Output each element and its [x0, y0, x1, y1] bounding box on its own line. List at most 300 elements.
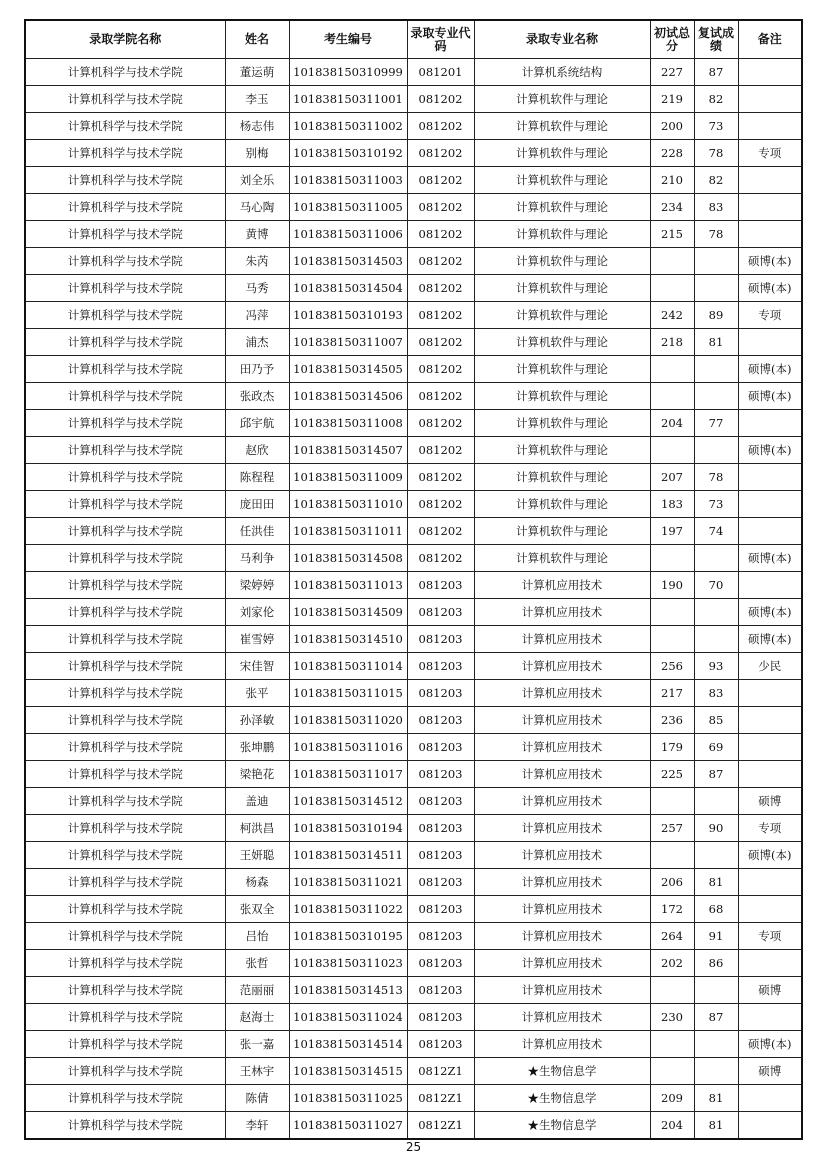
cell-initial-score: 209	[650, 1085, 694, 1112]
cell-major-name: 计算机软件与理论	[474, 410, 650, 437]
table-row	[25, 1058, 802, 1085]
cell-candidate-id: 101838150314508	[289, 545, 407, 572]
cell-remarks	[738, 113, 802, 140]
cell-initial-score: 179	[650, 734, 694, 761]
cell-retest-score	[694, 437, 738, 464]
cell-name: 黄博	[225, 221, 289, 248]
cell-remarks	[738, 950, 802, 977]
cell-major-name: 计算机应用技术	[474, 1004, 650, 1031]
table-row	[25, 140, 802, 167]
table-row	[25, 653, 802, 680]
cell-major-name: 计算机软件与理论	[474, 167, 650, 194]
cell-retest-score: 83	[694, 680, 738, 707]
cell-college: 计算机科学与技术学院	[25, 653, 225, 680]
table-row	[25, 761, 802, 788]
cell-remarks: 专项	[738, 302, 802, 329]
cell-major-code: 081201	[407, 59, 474, 86]
cell-retest-score: 78	[694, 464, 738, 491]
cell-name: 马利争	[225, 545, 289, 572]
cell-major-name: 计算机应用技术	[474, 815, 650, 842]
cell-name: 浦杰	[225, 329, 289, 356]
cell-candidate-id: 101838150311015	[289, 680, 407, 707]
cell-college: 计算机科学与技术学院	[25, 950, 225, 977]
header-retest-score: 复试成绩	[694, 20, 738, 59]
cell-candidate-id: 101838150310195	[289, 923, 407, 950]
cell-college: 计算机科学与技术学院	[25, 680, 225, 707]
cell-candidate-id: 101838150311007	[289, 329, 407, 356]
cell-candidate-id: 101838150311024	[289, 1004, 407, 1031]
table-row	[25, 329, 802, 356]
cell-major-code: 081202	[407, 194, 474, 221]
table-row	[25, 356, 802, 383]
table-row	[25, 302, 802, 329]
cell-major-name: 计算机应用技术	[474, 977, 650, 1004]
table-row	[25, 626, 802, 653]
cell-name: 马秀	[225, 275, 289, 302]
header-name: 姓名	[225, 20, 289, 59]
cell-remarks: 硕博(本)	[738, 626, 802, 653]
cell-initial-score	[650, 545, 694, 572]
cell-remarks: 专项	[738, 815, 802, 842]
cell-candidate-id: 101838150310999	[289, 59, 407, 86]
cell-major-code: 081202	[407, 437, 474, 464]
table-row	[25, 86, 802, 113]
cell-major-code: 081203	[407, 977, 474, 1004]
page-number: 25	[405, 1140, 422, 1154]
cell-candidate-id: 101838150311013	[289, 572, 407, 599]
cell-initial-score: 206	[650, 869, 694, 896]
cell-college: 计算机科学与技术学院	[25, 329, 225, 356]
cell-major-code: 081203	[407, 1004, 474, 1031]
cell-candidate-id: 101838150314515	[289, 1058, 407, 1085]
cell-major-code: 081203	[407, 599, 474, 626]
cell-remarks: 专项	[738, 923, 802, 950]
table-row	[25, 977, 802, 1004]
cell-initial-score	[650, 1031, 694, 1058]
cell-college: 计算机科学与技术学院	[25, 1112, 225, 1140]
cell-candidate-id: 101838150314510	[289, 626, 407, 653]
cell-candidate-id: 101838150314509	[289, 599, 407, 626]
cell-remarks	[738, 896, 802, 923]
cell-initial-score: 225	[650, 761, 694, 788]
cell-major-code: 081202	[407, 113, 474, 140]
cell-initial-score: 217	[650, 680, 694, 707]
cell-remarks	[738, 1004, 802, 1031]
cell-college: 计算机科学与技术学院	[25, 59, 225, 86]
cell-major-code: 081203	[407, 788, 474, 815]
table-row	[25, 194, 802, 221]
cell-major-code: 081203	[407, 896, 474, 923]
table-header-row	[25, 20, 802, 59]
cell-retest-score: 93	[694, 653, 738, 680]
cell-remarks	[738, 761, 802, 788]
cell-initial-score: 190	[650, 572, 694, 599]
cell-major-name: 计算机应用技术	[474, 734, 650, 761]
cell-candidate-id: 101838150311020	[289, 707, 407, 734]
cell-major-name: ★生物信息学	[474, 1112, 650, 1140]
cell-retest-score	[694, 1058, 738, 1085]
cell-major-name: 计算机应用技术	[474, 842, 650, 869]
cell-initial-score	[650, 626, 694, 653]
cell-major-code: 081203	[407, 950, 474, 977]
cell-retest-score: 81	[694, 329, 738, 356]
table-row	[25, 896, 802, 923]
cell-college: 计算机科学与技术学院	[25, 1031, 225, 1058]
cell-name: 王妍聪	[225, 842, 289, 869]
cell-retest-score	[694, 356, 738, 383]
cell-candidate-id: 101838150311002	[289, 113, 407, 140]
cell-initial-score: 234	[650, 194, 694, 221]
cell-initial-score: 218	[650, 329, 694, 356]
cell-major-name: 计算机应用技术	[474, 680, 650, 707]
cell-remarks	[738, 464, 802, 491]
cell-college: 计算机科学与技术学院	[25, 383, 225, 410]
cell-candidate-id: 101838150314512	[289, 788, 407, 815]
cell-initial-score: 257	[650, 815, 694, 842]
cell-major-code: 081203	[407, 761, 474, 788]
cell-college: 计算机科学与技术学院	[25, 923, 225, 950]
cell-retest-score	[694, 1031, 738, 1058]
cell-college: 计算机科学与技术学院	[25, 86, 225, 113]
table-row	[25, 167, 802, 194]
cell-name: 孙泽敏	[225, 707, 289, 734]
cell-candidate-id: 101838150310193	[289, 302, 407, 329]
cell-name: 柯洪昌	[225, 815, 289, 842]
cell-major-code: 081202	[407, 356, 474, 383]
table-row	[25, 1004, 802, 1031]
cell-remarks	[738, 194, 802, 221]
cell-name: 范丽丽	[225, 977, 289, 1004]
cell-major-code: 081202	[407, 545, 474, 572]
cell-name: 陈倩	[225, 1085, 289, 1112]
cell-major-name: 计算机软件与理论	[474, 329, 650, 356]
cell-major-name: 计算机软件与理论	[474, 113, 650, 140]
cell-retest-score: 81	[694, 869, 738, 896]
cell-name: 赵海士	[225, 1004, 289, 1031]
cell-remarks: 硕博(本)	[738, 545, 802, 572]
table-row	[25, 59, 802, 86]
cell-name: 杨森	[225, 869, 289, 896]
cell-retest-score	[694, 977, 738, 1004]
cell-initial-score: 236	[650, 707, 694, 734]
table-body	[25, 59, 802, 1140]
admission-table	[24, 19, 803, 1140]
cell-retest-score: 85	[694, 707, 738, 734]
cell-major-name: 计算机应用技术	[474, 1031, 650, 1058]
cell-college: 计算机科学与技术学院	[25, 1058, 225, 1085]
cell-remarks	[738, 491, 802, 518]
cell-college: 计算机科学与技术学院	[25, 1004, 225, 1031]
cell-initial-score: 215	[650, 221, 694, 248]
cell-college: 计算机科学与技术学院	[25, 788, 225, 815]
cell-remarks: 专项	[738, 140, 802, 167]
cell-major-name: 计算机应用技术	[474, 788, 650, 815]
table-row	[25, 1031, 802, 1058]
table-row	[25, 437, 802, 464]
cell-candidate-id: 101838150311014	[289, 653, 407, 680]
cell-retest-score	[694, 788, 738, 815]
cell-name: 邱宇航	[225, 410, 289, 437]
cell-retest-score: 83	[694, 194, 738, 221]
cell-college: 计算机科学与技术学院	[25, 464, 225, 491]
cell-candidate-id: 101838150311027	[289, 1112, 407, 1140]
cell-name: 梁婷婷	[225, 572, 289, 599]
cell-college: 计算机科学与技术学院	[25, 869, 225, 896]
cell-remarks	[738, 1085, 802, 1112]
cell-major-code: 081202	[407, 221, 474, 248]
cell-candidate-id: 101838150311011	[289, 518, 407, 545]
cell-name: 梁艳花	[225, 761, 289, 788]
cell-college: 计算机科学与技术学院	[25, 599, 225, 626]
cell-college: 计算机科学与技术学院	[25, 707, 225, 734]
cell-remarks: 硕博(本)	[738, 437, 802, 464]
cell-major-name: 计算机应用技术	[474, 707, 650, 734]
cell-major-name: 计算机应用技术	[474, 599, 650, 626]
cell-candidate-id: 101838150311016	[289, 734, 407, 761]
cell-major-code: 081203	[407, 815, 474, 842]
cell-initial-score	[650, 842, 694, 869]
cell-major-code: 081202	[407, 140, 474, 167]
cell-major-code: 081202	[407, 518, 474, 545]
table-row	[25, 491, 802, 518]
cell-candidate-id: 101838150311021	[289, 869, 407, 896]
cell-remarks: 少民	[738, 653, 802, 680]
cell-retest-score: 73	[694, 491, 738, 518]
cell-major-code: 081202	[407, 86, 474, 113]
cell-major-code: 081203	[407, 626, 474, 653]
cell-major-code: 081202	[407, 329, 474, 356]
cell-major-code: 081203	[407, 653, 474, 680]
cell-college: 计算机科学与技术学院	[25, 815, 225, 842]
cell-initial-score	[650, 275, 694, 302]
cell-candidate-id: 101838150310194	[289, 815, 407, 842]
cell-college: 计算机科学与技术学院	[25, 896, 225, 923]
cell-retest-score: 68	[694, 896, 738, 923]
cell-college: 计算机科学与技术学院	[25, 761, 225, 788]
cell-initial-score: 202	[650, 950, 694, 977]
cell-major-code: 0812Z1	[407, 1058, 474, 1085]
cell-major-code: 0812Z1	[407, 1112, 474, 1140]
cell-initial-score: 172	[650, 896, 694, 923]
table-row	[25, 788, 802, 815]
cell-remarks	[738, 518, 802, 545]
cell-college: 计算机科学与技术学院	[25, 302, 225, 329]
cell-remarks	[738, 59, 802, 86]
cell-major-code: 081202	[407, 464, 474, 491]
table-row	[25, 869, 802, 896]
cell-retest-score: 82	[694, 167, 738, 194]
header-candidate-id: 考生编号	[289, 20, 407, 59]
cell-remarks	[738, 869, 802, 896]
cell-remarks	[738, 707, 802, 734]
cell-initial-score: 228	[650, 140, 694, 167]
cell-major-name: 计算机应用技术	[474, 896, 650, 923]
cell-retest-score	[694, 248, 738, 275]
cell-major-code: 081203	[407, 707, 474, 734]
cell-initial-score	[650, 248, 694, 275]
cell-retest-score: 89	[694, 302, 738, 329]
cell-major-name: 计算机应用技术	[474, 572, 650, 599]
cell-remarks: 硕博(本)	[738, 842, 802, 869]
cell-college: 计算机科学与技术学院	[25, 140, 225, 167]
cell-remarks	[738, 86, 802, 113]
cell-remarks	[738, 329, 802, 356]
cell-major-name: 计算机应用技术	[474, 869, 650, 896]
cell-retest-score: 77	[694, 410, 738, 437]
admission-table-page	[24, 19, 801, 1140]
cell-initial-score: 183	[650, 491, 694, 518]
cell-initial-score	[650, 437, 694, 464]
cell-college: 计算机科学与技术学院	[25, 113, 225, 140]
cell-major-name: 计算机软件与理论	[474, 221, 650, 248]
cell-name: 张坤鹏	[225, 734, 289, 761]
cell-major-name: 计算机软件与理论	[474, 356, 650, 383]
cell-major-code: 081202	[407, 248, 474, 275]
cell-major-name: 计算机软件与理论	[474, 86, 650, 113]
cell-name: 李轩	[225, 1112, 289, 1140]
cell-candidate-id: 101838150310192	[289, 140, 407, 167]
cell-major-code: 081203	[407, 842, 474, 869]
cell-candidate-id: 101838150311005	[289, 194, 407, 221]
cell-initial-score: 219	[650, 86, 694, 113]
cell-remarks: 硕博	[738, 977, 802, 1004]
header-remarks: 备注	[738, 20, 802, 59]
cell-college: 计算机科学与技术学院	[25, 842, 225, 869]
table-row	[25, 599, 802, 626]
table-row	[25, 707, 802, 734]
cell-college: 计算机科学与技术学院	[25, 356, 225, 383]
cell-retest-score: 87	[694, 59, 738, 86]
cell-initial-score: 204	[650, 1112, 694, 1140]
cell-college: 计算机科学与技术学院	[25, 410, 225, 437]
cell-remarks	[738, 680, 802, 707]
table-row	[25, 572, 802, 599]
cell-college: 计算机科学与技术学院	[25, 626, 225, 653]
table-row	[25, 950, 802, 977]
cell-remarks: 硕博	[738, 788, 802, 815]
cell-candidate-id: 101838150314504	[289, 275, 407, 302]
cell-retest-score	[694, 599, 738, 626]
cell-remarks: 硕博	[738, 1058, 802, 1085]
cell-major-name: 计算机应用技术	[474, 761, 650, 788]
cell-candidate-id: 101838150314507	[289, 437, 407, 464]
cell-remarks: 硕博(本)	[738, 275, 802, 302]
cell-college: 计算机科学与技术学院	[25, 248, 225, 275]
cell-college: 计算机科学与技术学院	[25, 1085, 225, 1112]
cell-college: 计算机科学与技术学院	[25, 518, 225, 545]
cell-major-name: ★生物信息学	[474, 1058, 650, 1085]
cell-major-name: 计算机软件与理论	[474, 464, 650, 491]
cell-name: 崔雪婷	[225, 626, 289, 653]
cell-name: 任洪佳	[225, 518, 289, 545]
cell-name: 王林宇	[225, 1058, 289, 1085]
cell-major-name: 计算机软件与理论	[474, 383, 650, 410]
cell-name: 陈程程	[225, 464, 289, 491]
table-row	[25, 1085, 802, 1112]
cell-candidate-id: 101838150314503	[289, 248, 407, 275]
cell-initial-score: 256	[650, 653, 694, 680]
cell-major-name: 计算机软件与理论	[474, 248, 650, 275]
cell-name: 张哲	[225, 950, 289, 977]
cell-initial-score: 210	[650, 167, 694, 194]
table-row	[25, 1112, 802, 1140]
cell-major-code: 081203	[407, 869, 474, 896]
cell-major-code: 081203	[407, 1031, 474, 1058]
cell-major-name: 计算机软件与理论	[474, 275, 650, 302]
cell-major-name: 计算机应用技术	[474, 950, 650, 977]
cell-name: 吕怡	[225, 923, 289, 950]
cell-retest-score	[694, 545, 738, 572]
cell-name: 宋佳智	[225, 653, 289, 680]
header-college: 录取学院名称	[25, 20, 225, 59]
cell-college: 计算机科学与技术学院	[25, 221, 225, 248]
table-row	[25, 248, 802, 275]
cell-initial-score: 227	[650, 59, 694, 86]
cell-candidate-id: 101838150311008	[289, 410, 407, 437]
table-row	[25, 221, 802, 248]
cell-major-code: 081202	[407, 491, 474, 518]
cell-retest-score	[694, 275, 738, 302]
cell-retest-score: 81	[694, 1112, 738, 1140]
cell-college: 计算机科学与技术学院	[25, 275, 225, 302]
cell-major-code: 081202	[407, 167, 474, 194]
cell-major-name: 计算机软件与理论	[474, 302, 650, 329]
cell-candidate-id: 101838150311023	[289, 950, 407, 977]
cell-major-code: 081203	[407, 680, 474, 707]
cell-name: 朱芮	[225, 248, 289, 275]
cell-major-name: 计算机软件与理论	[474, 545, 650, 572]
cell-candidate-id: 101838150311006	[289, 221, 407, 248]
cell-name: 杨志伟	[225, 113, 289, 140]
cell-initial-score: 200	[650, 113, 694, 140]
cell-major-name: 计算机软件与理论	[474, 140, 650, 167]
cell-major-code: 081203	[407, 572, 474, 599]
cell-remarks: 硕博(本)	[738, 1031, 802, 1058]
cell-initial-score: 230	[650, 1004, 694, 1031]
table-row	[25, 275, 802, 302]
cell-initial-score	[650, 1058, 694, 1085]
cell-retest-score: 70	[694, 572, 738, 599]
cell-college: 计算机科学与技术学院	[25, 491, 225, 518]
cell-name: 张平	[225, 680, 289, 707]
cell-retest-score: 91	[694, 923, 738, 950]
cell-major-code: 081203	[407, 734, 474, 761]
cell-initial-score: 204	[650, 410, 694, 437]
cell-remarks: 硕博(本)	[738, 599, 802, 626]
cell-major-code: 0812Z1	[407, 1085, 474, 1112]
cell-major-name: ★生物信息学	[474, 1085, 650, 1112]
cell-retest-score: 87	[694, 761, 738, 788]
table-row	[25, 383, 802, 410]
cell-college: 计算机科学与技术学院	[25, 194, 225, 221]
cell-name: 赵欣	[225, 437, 289, 464]
cell-name: 张政杰	[225, 383, 289, 410]
cell-candidate-id: 101838150311003	[289, 167, 407, 194]
cell-initial-score	[650, 383, 694, 410]
cell-name: 冯萍	[225, 302, 289, 329]
cell-college: 计算机科学与技术学院	[25, 167, 225, 194]
cell-candidate-id: 101838150311001	[289, 86, 407, 113]
cell-college: 计算机科学与技术学院	[25, 977, 225, 1004]
cell-major-name: 计算机应用技术	[474, 626, 650, 653]
header-major-name: 录取专业名称	[474, 20, 650, 59]
cell-remarks: 硕博(本)	[738, 356, 802, 383]
cell-candidate-id: 101838150311009	[289, 464, 407, 491]
table-row	[25, 113, 802, 140]
header-initial-score: 初试总分	[650, 20, 694, 59]
cell-candidate-id: 101838150314506	[289, 383, 407, 410]
cell-major-code: 081202	[407, 410, 474, 437]
